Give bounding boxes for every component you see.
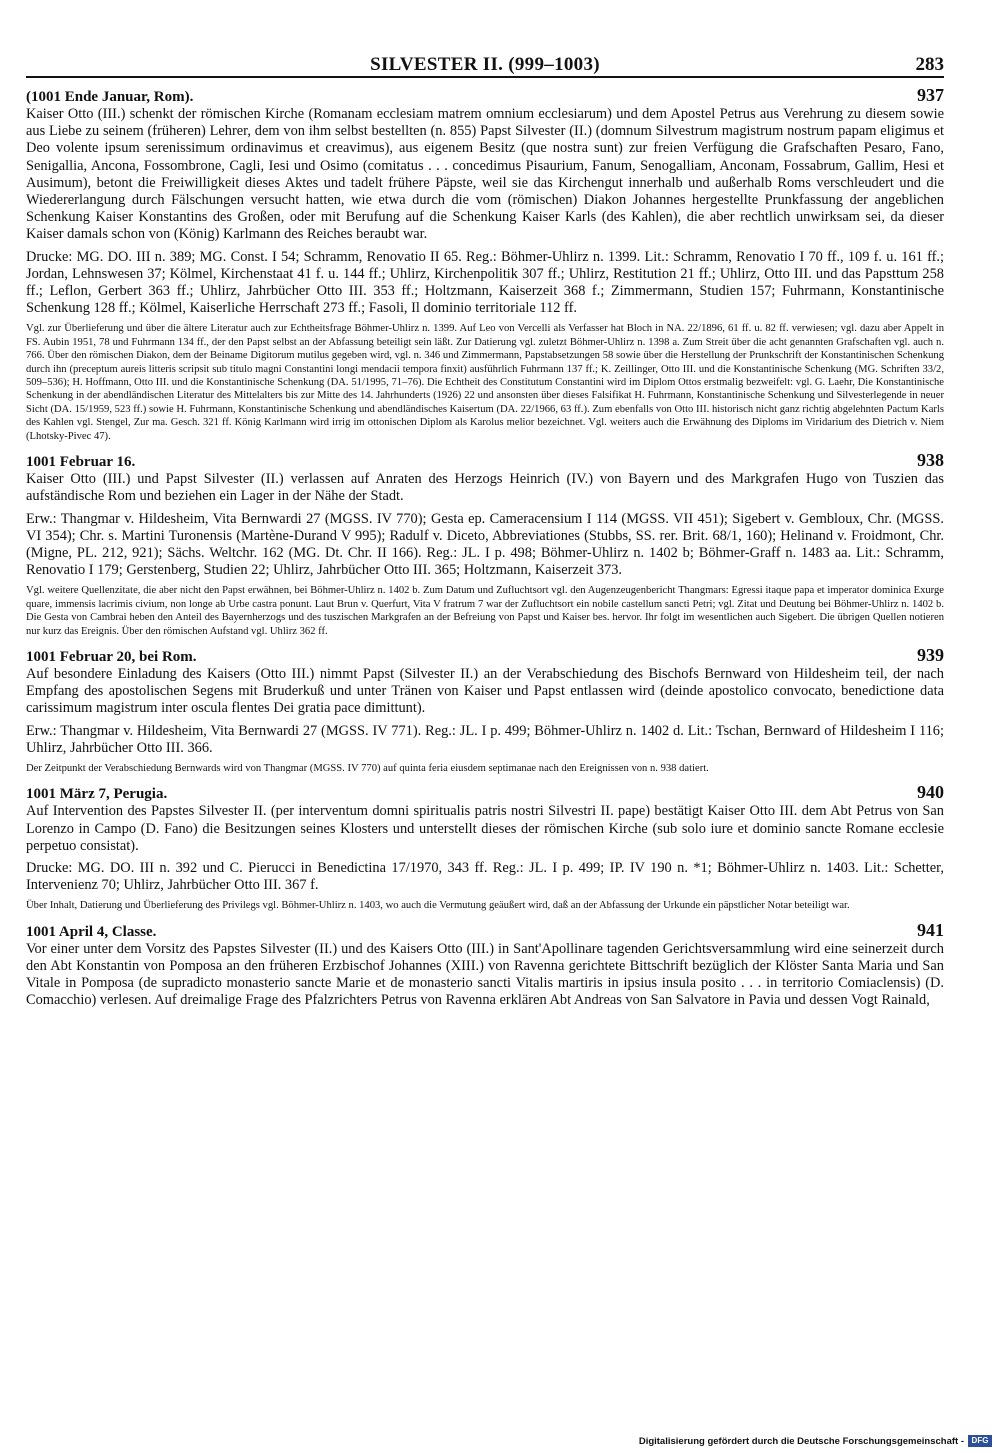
entry-text: Kaiser Otto (III.) schenkt der römischen Kirche (Romanam ecclesiam matrem omnium ecclesiarum) und dem Apostel Petrus aus Verehrung zu diesem sowie aus Liebe zu seinem (früheren) Lehrer, dem von ihm selbst bestellten (n. 855) Papst Silvester (II.) (domnum Silvestrum magistrum nostrum papam eligimus et Deo volente ipsum serenissimum ordinavimus et creavimus), aus eigenem Besitz (que nostra sunt) zur freien Verfügung die Grafschaften Pesaro, Fano, Senigallia, Ancona, Fossombrone, Cagli, Iesi und Osimo (comitatus . . . concedimus Pisaurium, Fanum, Senogalliam, Anconam, Fossabrum, Gallim, Hesi et Ausimum), betont die Freiwilligkeit dieses Aktes und tadelt frühere Päpste, weil sie das Kirchengut innerhalb und außerhalb Roms verschleudert und die Wiedererlangung durch Fälschungen versucht hatten, wie etwa durch die vom (römischen) Diakon Johannes hergestellte Prunkfassung der angeblichen Schenkung Kaiser Konstantins des Großen, oder mit Berufung auf die Schenkung Kaiser Karls (des Kahlen), die aber rechtlich unwirksam sei, da dieser Kaiser damals schon von (König) Karlmann des Reiches beraubt war. [26, 106, 944, 243]
entry-date: 1001 Februar 16. [26, 454, 136, 471]
regest-entry-937 [26, 87, 944, 443]
entry-note: Vgl. weitere Quellenzitate, die aber nicht den Papst erwähnen, bei Böhmer-Uhlirz n. 1402 b. Zum Datum und Zufluchtsort vgl. den Augenzeugenbericht Thangmars: Egressi itaque papa et imperator dominica Exurge quare, immensis lacrimis civium, non longe ab Urbe castra ponunt. Laut Brun v. Querfurt, Vita V fratrum 7 war der Zufluchtsort ein nobile castellum sancti Petri; vgl. Zitat und Deutung bei Böhmer-Uhlirz n. 1402 b. Die Gesta von Cambrai heben den Anteil des Bayernherzogs und des tuszischen Markgrafen an der Befreiung von Papst und Kaiser bes. hervor. Ihr folgt im wesentlichen auch Sigebert. Die übrigen Quellen notieren nur kurz das Ereignis. Über den römischen Aufstand vgl. Uhlirz 362 ff. [26, 585, 944, 637]
entry-heading [26, 644, 944, 666]
entry-date: 1001 April 4, Classe. [26, 923, 157, 940]
entry-heading [26, 87, 944, 106]
entry-citations: Drucke: MG. DO. III n. 392 und C. Pierucci in Benedictina 17/1970, 343 ff. Reg.: JL. I p. 499; IP. IV 190 n. *1; Böhmer-Uhlirz n. 1403. Lit.: Schetter, Intervenienz 70; Uhlirz, Jahrbücher Otto III. 367 f. [26, 859, 944, 894]
entry-number: 937 [917, 85, 944, 105]
entry-heading [26, 452, 944, 471]
digitization-footer [639, 1435, 992, 1447]
entry-citations: Erw.: Thangmar v. Hildesheim, Vita Bernwardi 27 (MGSS. IV 770); Gesta ep. Cameracensium I 114 (MGSS. VII 451); Sigebert v. Gembloux, Chr. (MGSS. VI 354); Chr. s. Martini Turonensis (Martène-Durand V 995); Radulf v. Diceto, Abbreviationes (Stubbs, SS. rer. Brit. 68/1, 160); Helinand v. Froidmont, Chr. (Migne, PL. 212, 921); Sächs. Weltchr. 162 (MG. Dt. Chr. II 166). Reg.: JL. I p. 498; Böhmer-Uhlirz n. 1402 b; Böhmer-Graff n. 1483 aa. Lit.: Schramm, Renovatio I 179; Gerstenberg, Studien 22; Uhlirz, Jahrbücher Otto III. 365; Holtzmann, Kaiserzeit 373. [26, 510, 944, 579]
entry-date: 1001 Februar 20, bei Rom. [26, 648, 197, 665]
running-head [26, 14, 944, 78]
entry-heading [26, 784, 944, 803]
regest-entry-938 [26, 452, 944, 638]
entry-note: Vgl. zur Überlieferung und über die ältere Literatur auch zur Echtheitsfrage Böhmer-Uhlirz n. 1399. Auf Leo von Vercelli als Verfasser hat Bloch in NA. 22/1896, 61 ff. u. 82 ff. verwiesen; vgl. dazu aber Appelt in FS. Aubin 1951, 78 und Fuhrmann 134 ff., der den Papst selbst an der Abfassung beteiligt sein läßt. Zur Datierung vgl. zuletzt Böhmer-Uhlirz n. 1398 a. Zum Streit über die acht genannten Grafschaften vgl. auch n. 766. Über den römischen Diakon, dem der Beiname Digitorum mutilus gegeben wird, vgl. n. 346 und Zimmermann, Papstabsetzungen 58 sowie über die Herstellung der Prunkschrift der Konstantinischen Schenkung durch ihn (preceptum aureis litteris scripsit sub titulo magni Constantini longi mendacii tempora finxit) ausführlich Fuhrmann 137 ff.; K. Zeillinger, Otto III. und die Konstantinische Schenkung (MG. Schriften 33/2, 509–536); H. Hoffmann, Otto III. und die Konstantinische Schenkung (DA. 51/1995, 71–76). Die Echtheit des Constitutum Constantini wird im Diplom Ottos erstmalig bezweifelt: vgl. G. Laehr, Die Konstantinische Schenkung in der abendländischen Literatur des Mittelalters bis zur Mitte des 14. Jahrhunderts (1926) 22 und ansonsten über dieses Falsifikat H. Fuhrmann, Konstantinische Schenkung und Silvesterlegende in neuer Sicht (DA. 15/1959, 523 ff.) sowie H. Fuhrmann, Konstantinische Schenkung und abendländisches Kaisertum (DA. 22/1966, 63 ff.). Zum ebenfalls von Otto III. historisch nicht ganz richtig abgelehnten Pactum Karls des Kahlen vgl. Stengel, Zur ma. Gesch. 321 ff. König Karlmann wird irrig im ottonischen Diplom als Karolus melior bezeichnet. Vgl. weiters auch die Erwähnung des Diploms im Viridarium des Dietrich v. Niem (Lhotsky-Pivec 47). [26, 323, 944, 442]
entry-date: 1001 März 7, Perugia. [26, 786, 168, 803]
regest-entry-939 [26, 644, 944, 775]
dfg-logo-icon: DFG [968, 1435, 992, 1447]
entry-text: Vor einer unter dem Vorsitz des Papstes Silvester (II.) und des Kaisers Otto (III.) in Sant'Apollinare tagenden Gerichtsversammlung wird eine seinerzeit durch den Abt Konstantin von Pomposa an den früheren Erzbischof Johannes (XIII.) von Ravenna gerichtete Bittschrift bezüglich der Klöster Santa Maria und San Vitale in Pomposa (de supradicto monasterio sancte Marie et de monasterio sancti Vitalis martiris in ipsius insula posito . . . in territorio Comiaclensis) (D. Comacchio) verlesen. Auf dreimalige Frage des Pfalzrichters Petrus von Ravenna erklären Abt Andreas von San Salvatore in Pavia und dessen Vogt Rainald, [26, 940, 944, 1009]
entry-citations: Erw.: Thangmar v. Hildesheim, Vita Bernwardi 27 (MGSS. IV 771). Reg.: JL. I p. 499; Böhmer-Uhlirz n. 1402 d. Lit.: Tschan, Bernward of Hildesheim I 116; Uhlirz, Jahrbücher Otto III. 366. [26, 722, 944, 756]
page-number: 283 [915, 54, 944, 75]
entry-date: (1001 Ende Januar, Rom). [26, 89, 194, 105]
entry-text: Kaiser Otto (III.) und Papst Silvester (II.) verlassen auf Anraten des Herzogs Heinrich (IV.) von Bayern und des Markgrafen Hugo von Tuszien das aufständische Rom und beziehen ein Lager in der Nähe der Stadt. [26, 471, 944, 505]
entry-citations: Drucke: MG. DO. III n. 389; MG. Const. I 54; Schramm, Renovatio II 65. Reg.: Böhmer-Uhlirz n. 1399. Lit.: Schramm, Renovatio I 70 ff., 109 f. u. 161 ff.; Jordan, Lehnswesen 37; Kölmel, Kirchenstaat 41 f. u. 144 ff.; Uhlirz, Kirchenpolitik 307 ff.; Uhlirz, Restitution 21 ff.; Uhlirz, Otto III. und das Papsttum 258 ff.; Leflon, Gerbert 363 ff.; Uhlirz, Jahrbücher Otto III. 353 ff.; Holtzmann, Kaiserzeit 368 f.; Zimmermann, Studien 157; Fuhrmann, Konstantinische Schenkung 128 ff.; Kölmel, Kaiserliche Herrschaft 273 ff.; Fasoli, Il dominio territoriale 112 ff. [26, 248, 944, 317]
footer-text: Digitalisierung gefördert durch die Deutsche Forschungsgemeinschaft - [638, 1435, 964, 1447]
entry-text: Auf besondere Einladung des Kaisers (Otto III.) nimmt Papst (Silvester II.) an der Verabschiedung des Bischofs Bernward von Hildesheim teil, der nach Empfang des apostolischen Segens mit Bruderkuß und unter Tränen von Kaiser und Papst entlassen wird (deinde apostolico convocato, benedictione data carissimum magistrum inter oscula flentes Dei gratia pace dimittunt). [26, 665, 944, 717]
regest-entry-941 [26, 919, 944, 1010]
running-title: SILVESTER II. (999–1003) [370, 54, 600, 75]
page [26, 14, 944, 1010]
entry-number: 939 [917, 644, 944, 665]
entry-note: Über Inhalt, Datierung und Überlieferung des Privilegs vgl. Böhmer-Uhlirz n. 1403, wo auch die Vermutung geäußert wird, daß an der Abfassung der Urkunde ein päpstlicher Notar beteiligt war. [26, 900, 850, 912]
regest-entry-940 [26, 784, 944, 912]
entry-text: Auf Intervention des Papstes Silvester II. (per interventum domni spiritualis patris nostri Silvestri II. pape) bestätigt Kaiser Otto III. dem Abt Petrus von San Lorenzo in Campo (D. Fano) die Besitzungen seines Klosters und unterstellt dieses der römischen Kirche (sub solo iure et dominio sancte Romane ecclesie perpetuo consistat). [26, 803, 944, 854]
entry-number: 940 [917, 782, 944, 803]
entry-note: Der Zeitpunkt der Verabschiedung Bernwards wird von Thangmar (MGSS. IV 770) auf quinta feria eiusdem septimanae nach den Ereignissen von n. 938 datiert. [26, 762, 709, 774]
entry-number: 941 [917, 919, 944, 940]
entry-heading [26, 919, 944, 941]
entry-number: 938 [917, 450, 944, 471]
